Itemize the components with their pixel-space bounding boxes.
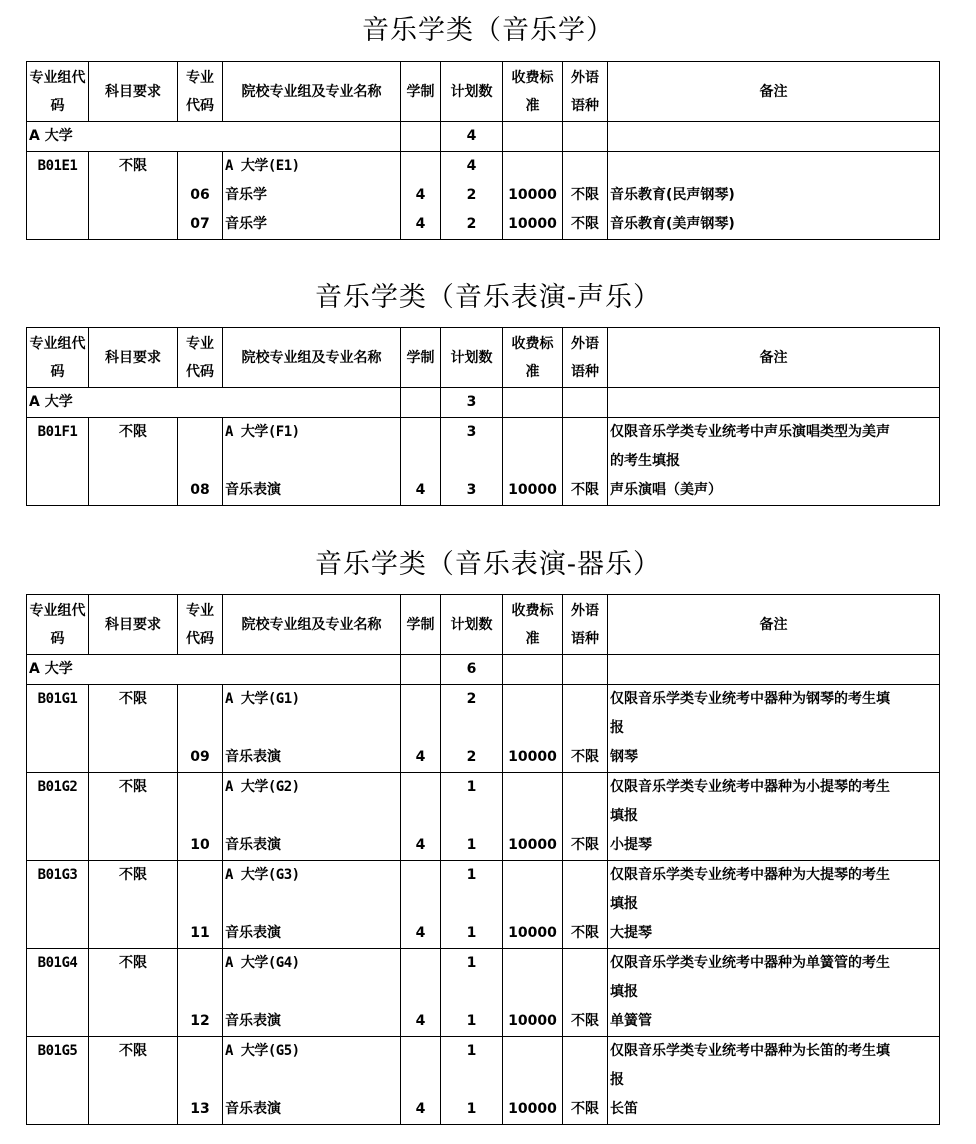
major-code: 10 [190,837,210,853]
group-note-line: 的考生填报 [610,453,680,469]
header-plan: 计划数 [441,595,503,655]
header-note: 备注 [608,328,940,388]
major-name: 音乐学 [225,216,267,232]
group-code: B01G5 [27,1037,89,1125]
group-note-line: 填报 [610,984,638,1000]
group-note-line: 仅限音乐学类专业统考中器种为小提琴的考生 [610,779,890,795]
header-fee: 收费标准 [503,328,563,388]
plan-table [26,327,940,506]
group-code: B01E1 [27,152,89,240]
group-plan: 4 [466,158,477,174]
major-code: 09 [190,749,210,765]
major-note: 大提琴 [610,925,652,941]
header-note: 备注 [608,595,940,655]
group-row [27,418,940,506]
group-row [27,685,940,773]
major-plan: 1 [466,1101,477,1117]
major-plan: 1 [466,837,477,853]
plan-table [26,594,940,1125]
header-years: 学制 [401,62,441,122]
header-lang: 外语语种 [563,328,608,388]
major-name: 音乐学 [225,187,267,203]
group-name: A 大学(F1) [225,424,300,440]
header-group-code: 专业组代码 [27,62,89,122]
group-req: 不限 [89,152,178,240]
section-title: 音乐学类（音乐学） [362,15,614,46]
major-note: 音乐教育(美声钢琴) [610,216,735,232]
major-lang: 不限 [571,837,599,853]
group-note-line: 仅限音乐学类专业统考中声乐演唱类型为美声 [610,424,890,440]
major-fee: 10000 [508,187,557,203]
header-subject-req: 科目要求 [89,595,178,655]
header-fee: 收费标准 [503,595,563,655]
header-subject-req: 科目要求 [89,328,178,388]
group-row [27,861,940,949]
major-years: 4 [415,1101,426,1117]
header-plan: 计划数 [441,328,503,388]
header-group-code: 专业组代码 [27,595,89,655]
group-code: B01G2 [27,773,89,861]
group-name: A 大学(G5) [225,1043,300,1059]
header-row [27,595,940,655]
major-note: 单簧管 [610,1013,652,1029]
header-row [27,62,940,122]
group-code: B01F1 [27,418,89,506]
group-req: 不限 [89,861,178,949]
major-code: 08 [190,482,210,498]
major-note: 钢琴 [610,749,638,765]
major-plan: 1 [466,1013,477,1029]
group-row [27,949,940,1037]
major-years: 4 [415,1013,426,1029]
school-name: A 大学 [27,655,401,685]
major-fee: 10000 [508,216,557,232]
group-name: A 大学(G1) [225,691,300,707]
major-years: 4 [415,187,426,203]
major-name: 音乐表演 [225,1013,281,1029]
header-years: 学制 [401,328,441,388]
group-req: 不限 [89,949,178,1037]
major-code: 13 [190,1101,210,1117]
section-title: 音乐学类（音乐表演-声乐） [314,282,662,313]
major-fee: 10000 [508,1013,557,1029]
group-name: A 大学(G3) [225,867,300,883]
group-note-line: 填报 [610,896,638,912]
group-row [27,1037,940,1125]
group-plan: 1 [466,867,477,883]
major-lang: 不限 [571,482,599,498]
major-plan: 2 [466,187,477,203]
group-code: B01G4 [27,949,89,1037]
group-code: B01G3 [27,861,89,949]
header-note: 备注 [608,62,940,122]
group-plan: 2 [466,691,477,707]
major-fee: 10000 [508,482,557,498]
header-name: 院校专业组及专业名称 [223,595,401,655]
major-code: 06 [190,187,210,203]
school-plan: 3 [441,388,503,418]
major-lang: 不限 [571,925,599,941]
school-row [27,655,940,685]
major-fee: 10000 [508,749,557,765]
major-plan: 3 [466,482,477,498]
major-note: 声乐演唱（美声） [610,482,722,498]
major-name: 音乐表演 [225,482,281,498]
major-note: 音乐教育(民声钢琴) [610,187,735,203]
group-req: 不限 [89,418,178,506]
header-lang: 外语语种 [563,595,608,655]
major-years: 4 [415,837,426,853]
group-code: B01G1 [27,685,89,773]
group-note-line: 填报 [610,808,638,824]
group-plan: 1 [466,779,477,795]
group-plan: 1 [466,1043,477,1059]
major-lang: 不限 [571,187,599,203]
major-lang: 不限 [571,1013,599,1029]
section-title: 音乐学类（音乐表演-器乐） [314,549,662,580]
header-major-code: 专业代码 [178,328,223,388]
header-name: 院校专业组及专业名称 [223,62,401,122]
group-plan: 3 [466,424,477,440]
major-name: 音乐表演 [225,837,281,853]
school-row [27,388,940,418]
header-group-code: 专业组代码 [27,328,89,388]
group-note-line: 仅限音乐学类专业统考中器种为长笛的考生填 [610,1043,890,1059]
major-name: 音乐表演 [225,749,281,765]
major-note: 长笛 [610,1101,638,1117]
major-fee: 10000 [508,837,557,853]
group-name: A 大学(E1) [225,158,300,174]
major-note: 小提琴 [610,837,652,853]
group-note-line: 仅限音乐学类专业统考中器种为钢琴的考生填 [610,691,890,707]
header-subject-req: 科目要求 [89,62,178,122]
major-code: 07 [190,216,210,232]
group-req: 不限 [89,773,178,861]
major-years: 4 [415,216,426,232]
group-plan: 1 [466,955,477,971]
major-name: 音乐表演 [225,925,281,941]
major-fee: 10000 [508,1101,557,1117]
group-req: 不限 [89,1037,178,1125]
school-name: A 大学 [27,388,401,418]
group-row [27,773,940,861]
group-note-line: 报 [610,1072,624,1088]
group-row [27,152,940,240]
major-plan: 1 [466,925,477,941]
group-note-line: 仅限音乐学类专业统考中器种为大提琴的考生 [610,867,890,883]
major-fee: 10000 [508,925,557,941]
plan-table [26,61,940,240]
header-name: 院校专业组及专业名称 [223,328,401,388]
major-plan: 2 [466,216,477,232]
header-lang: 外语语种 [563,62,608,122]
major-years: 4 [415,925,426,941]
major-code: 11 [190,925,210,941]
header-plan: 计划数 [441,62,503,122]
header-major-code: 专业代码 [178,595,223,655]
group-name: A 大学(G2) [225,779,300,795]
school-row [27,122,940,152]
major-lang: 不限 [571,749,599,765]
group-req: 不限 [89,685,178,773]
header-fee: 收费标准 [503,62,563,122]
major-years: 4 [415,749,426,765]
group-note-line: 报 [610,720,624,736]
header-major-code: 专业代码 [178,62,223,122]
group-note-line: 仅限音乐学类专业统考中器种为单簧管的考生 [610,955,890,971]
header-row [27,328,940,388]
major-years: 4 [415,482,426,498]
major-name: 音乐表演 [225,1101,281,1117]
group-name: A 大学(G4) [225,955,300,971]
major-code: 12 [190,1013,210,1029]
school-plan: 6 [441,655,503,685]
header-years: 学制 [401,595,441,655]
school-plan: 4 [441,122,503,152]
major-plan: 2 [466,749,477,765]
major-lang: 不限 [571,216,599,232]
major-lang: 不限 [571,1101,599,1117]
school-name: A 大学 [27,122,401,152]
